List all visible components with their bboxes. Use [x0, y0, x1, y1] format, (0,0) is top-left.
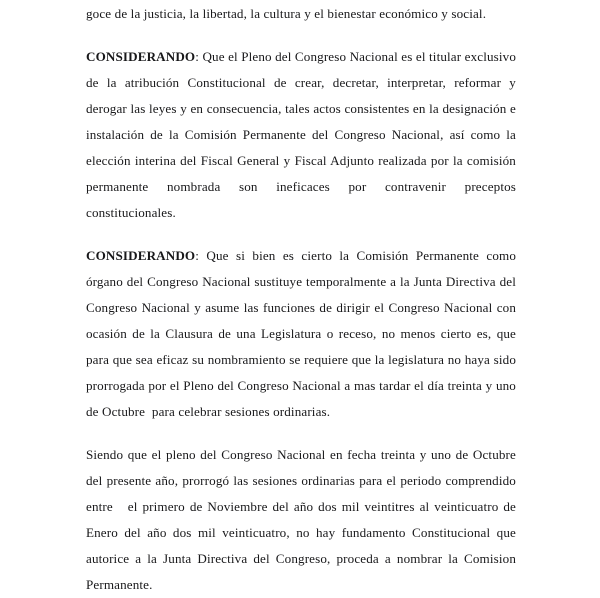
paragraph-text: Siendo que el pleno del Congreso Nacional en fecha treinta y uno de Octubre del presente año, prorrogó las sesiones ordinarias para el periodo comprendido entre el primero de Noviembre del año dos mil veintitres al veinticuatro de Enero del año dos mil veinticuatro, no hay fundamento Constitucional que autorice a la Junta Directiva del Congreso, proceda a nombrar la Comision Permanente.: [86, 447, 520, 592]
paragraph-continuation: [86, 1, 516, 27]
paragraph-considerando-1: [86, 44, 520, 226]
paragraph-considerando-2: [86, 243, 520, 425]
paragraph-lead-term: CONSIDERANDO: [86, 248, 196, 263]
paragraph-siendo-que: [86, 442, 520, 598]
paragraph-text: goce de la justicia, la libertad, la cultura y el bienestar económico y social.: [86, 6, 487, 21]
document-text-body: [86, 1, 520, 598]
paragraph-text: : Que si bien es cierto la Comisión Permanente como órgano del Congreso Nacional sustituye temporalmente a la Junta Directiva del Congreso Nacional y asume las funciones de dirigir el Congreso Nacional con ocasión de la Clausura de una Legislatura o receso, no menos cierto es, que para que sea eficaz su nombramiento se requiere que la legislatura no haya sido prorrogada por el Pleno del Congreso Nacional a mas tardar el día treinta y uno de Octubre para celebrar sesiones ordinarias.: [86, 248, 520, 419]
paragraph-text: : Que el Pleno del Congreso Nacional es el titular exclusivo de la atribución Constitucional de crear, decretar, interpretar, reformar y derogar las leyes y en consecuencia, tales actos consistentes en la designación e instalación de la Comisión Permanente del Congreso Nacional, así como la elección interina del Fiscal General y Fiscal Adjunto realizada por la comisión permanente nombrada son ineficaces por contravenir preceptos constitucionales.: [86, 49, 520, 220]
paragraph-lead-term: CONSIDERANDO: [86, 49, 196, 64]
